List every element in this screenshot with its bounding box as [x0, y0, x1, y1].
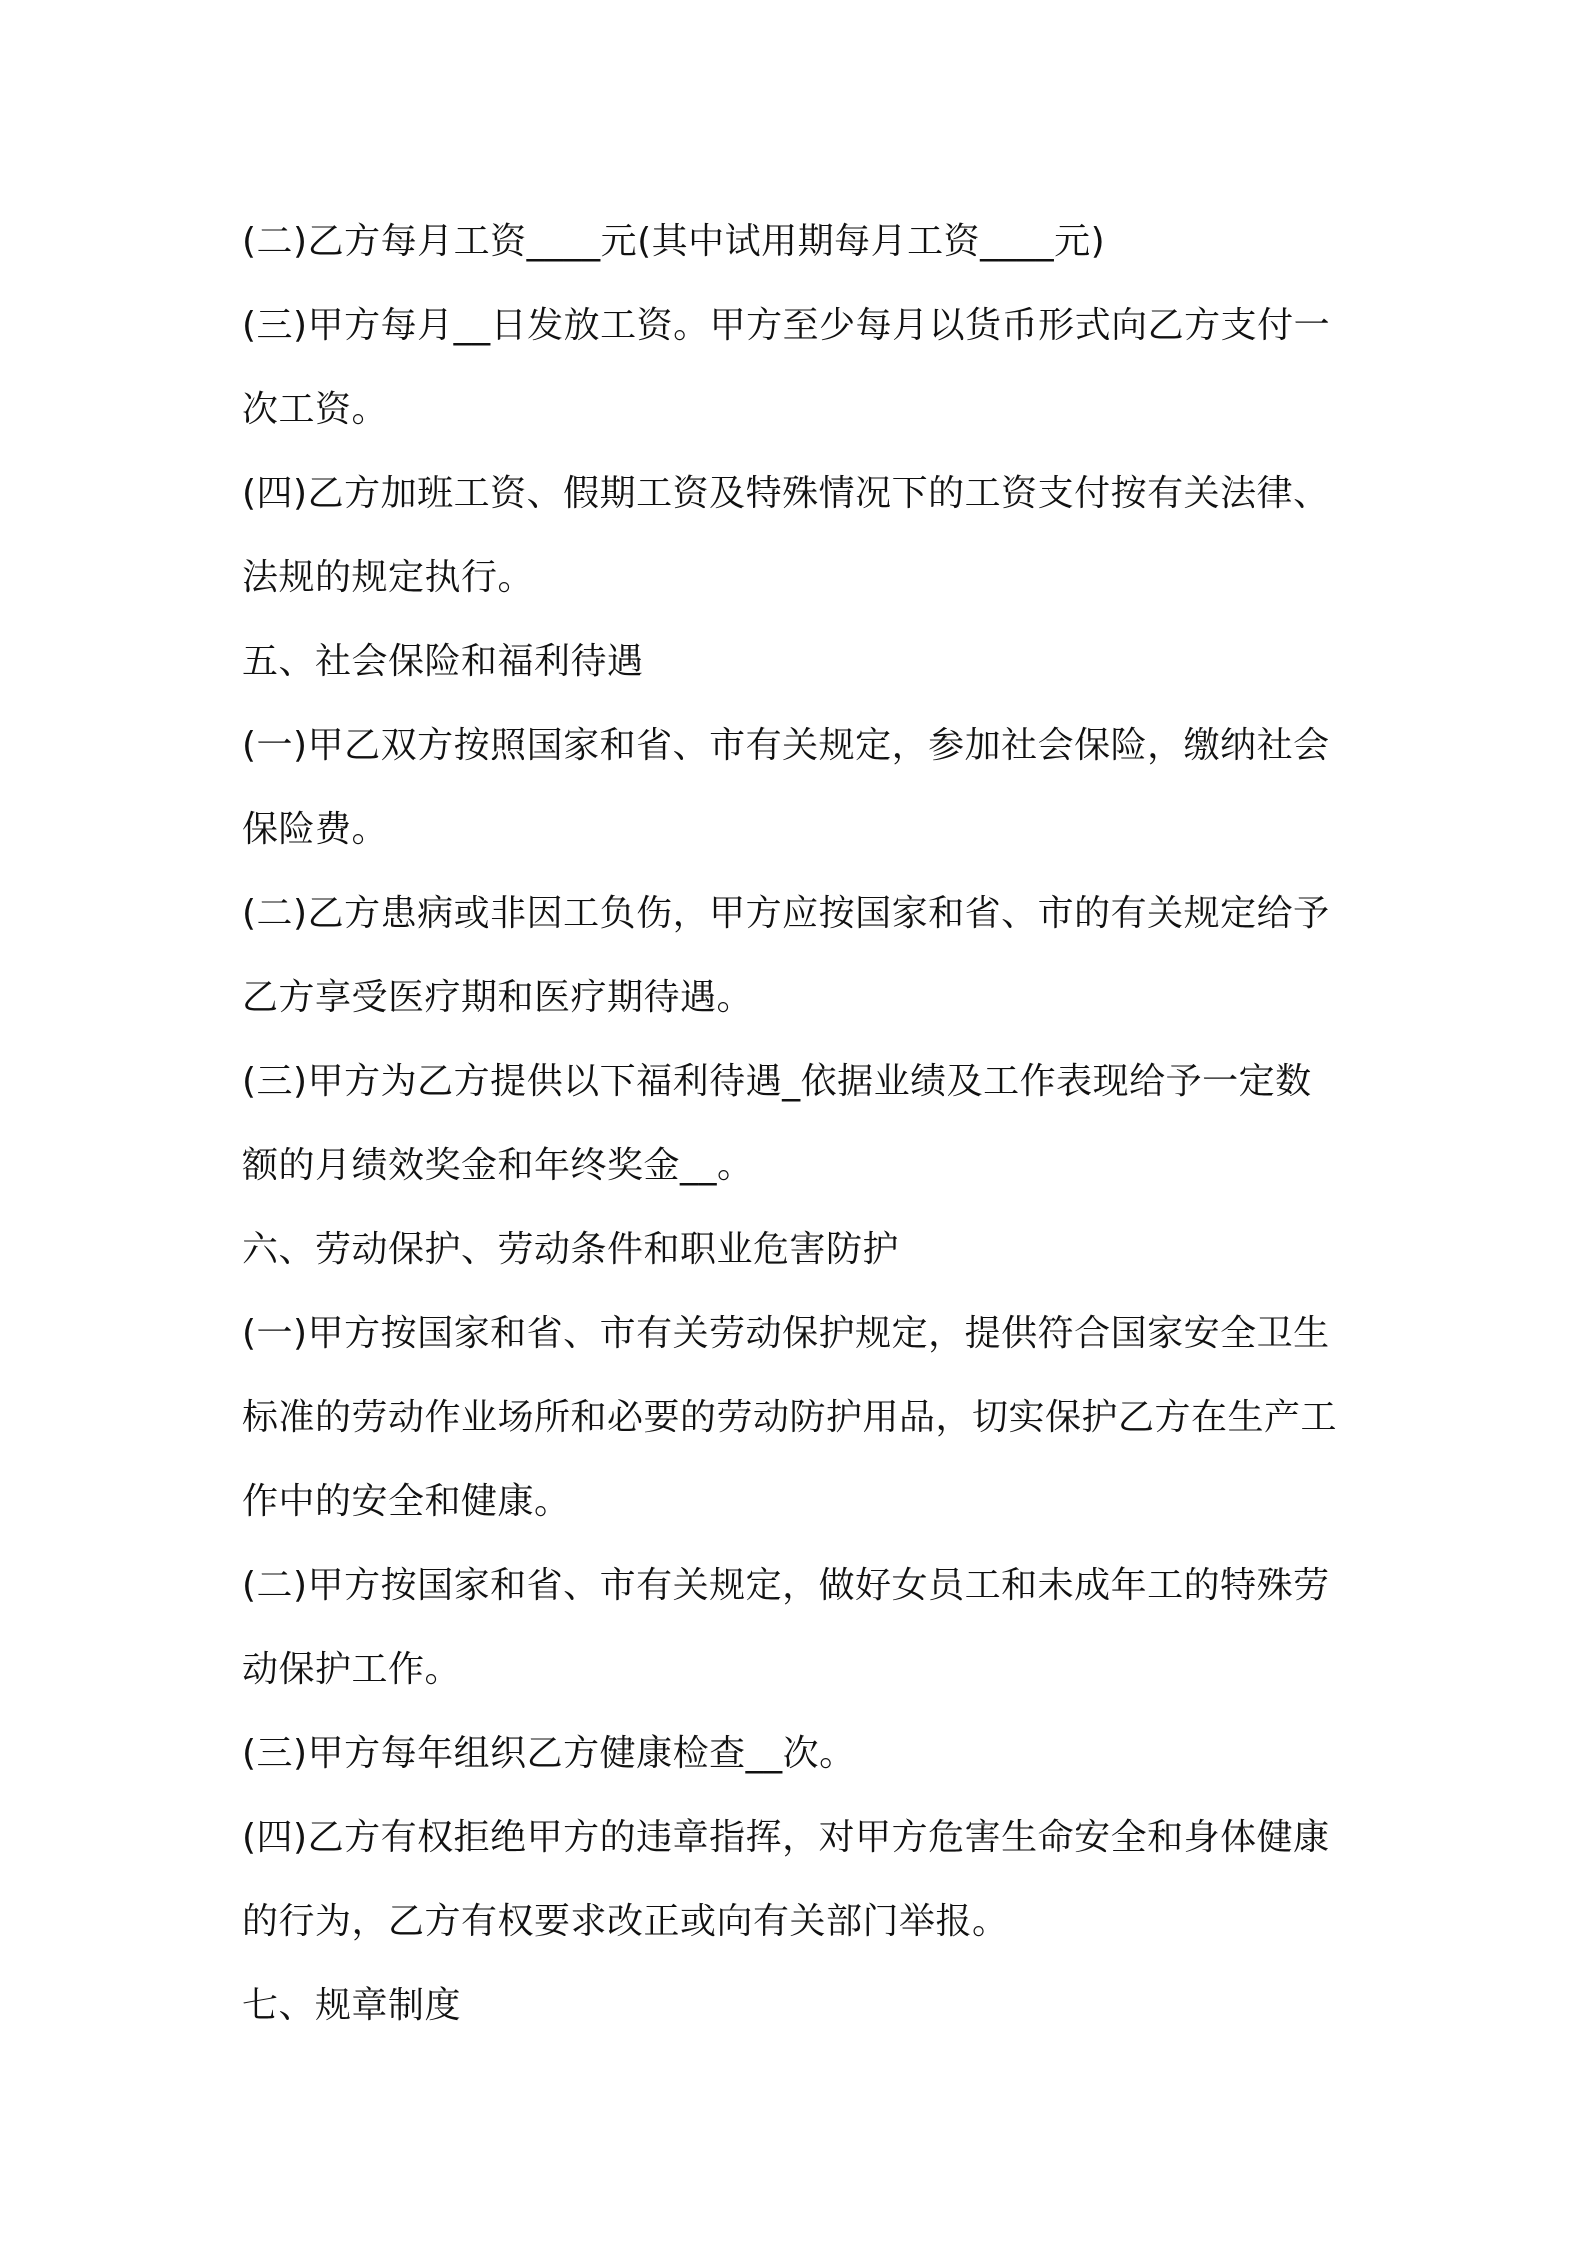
line-protection-3: (三)甲方每年组织乙方健康检查__次。: [242, 1733, 856, 1774]
line-overtime-wage: (四)乙方加班工资、假期工资及特殊情况下的工资支付按有关法律、: [242, 473, 1330, 514]
heading-social-insurance: 五、社会保险和福利待遇: [242, 641, 644, 682]
line-protection-4: (四)乙方有权拒绝甲方的违章指挥，对甲方危害生命安全和身体健康: [242, 1817, 1330, 1858]
line-protection-1: (一)甲方按国家和省、市有关劳动保护规定，提供符合国家安全卫生: [242, 1313, 1330, 1354]
line-wage-payday-cont: 次工资。: [242, 389, 389, 430]
line-protection-2: (二)甲方按国家和省、市有关规定，做好女员工和未成年工的特殊劳: [242, 1565, 1330, 1606]
line-insurance-1-cont: 保险费。: [242, 809, 389, 850]
line-protection-1-cont2: 作中的安全和健康。: [242, 1481, 571, 1522]
line-insurance-3: (三)甲方为乙方提供以下福利待遇_依据业绩及工作表现给予一定数: [242, 1061, 1312, 1102]
line-protection-1-cont: 标准的劳动作业场所和必要的劳动防护用品，切实保护乙方在生产工: [242, 1397, 1338, 1438]
line-insurance-3-cont: 额的月绩效奖金和年终奖金__。: [242, 1145, 754, 1186]
line-wage-monthly: (二)乙方每月工资____元(其中试用期每月工资____元): [242, 221, 1106, 262]
heading-labor-protection: 六、劳动保护、劳动条件和职业危害防护: [242, 1229, 900, 1270]
line-insurance-2: (二)乙方患病或非因工负伤，甲方应按国家和省、市的有关规定给予: [242, 893, 1330, 934]
line-protection-2-cont: 动保护工作。: [242, 1649, 462, 1690]
document-body: [242, 200, 1362, 2048]
line-protection-4-cont: 的行为，乙方有权要求改正或向有关部门举报。: [242, 1901, 1009, 1942]
line-insurance-1: (一)甲乙双方按照国家和省、市有关规定，参加社会保险，缴纳社会: [242, 725, 1330, 766]
heading-rules: 七、规章制度: [242, 1985, 462, 2026]
line-wage-payday: (三)甲方每月__日发放工资。甲方至少每月以货币形式向乙方支付一: [242, 305, 1331, 346]
line-overtime-wage-cont: 法规的规定执行。: [242, 557, 535, 598]
line-insurance-2-cont: 乙方享受医疗期和医疗期待遇。: [242, 977, 754, 1018]
